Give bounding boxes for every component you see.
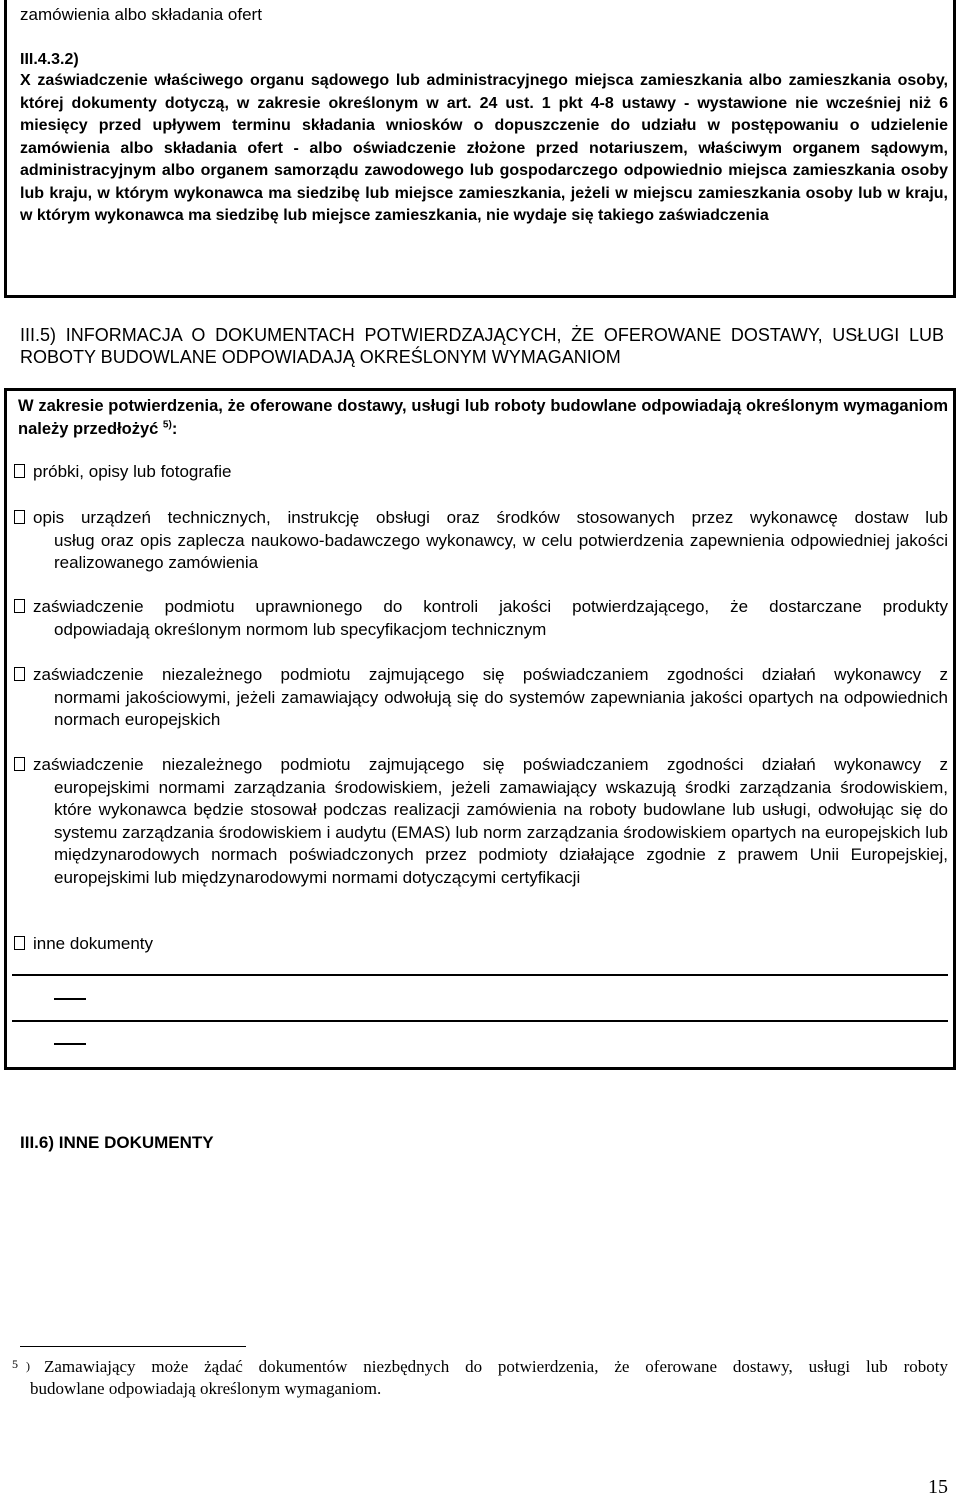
top-line-text: zamówienia albo składania ofert: [20, 5, 262, 24]
list-item-text: opis urządzeń technicznych, instrukcję obsługi oraz środków stosowanych przez wykonawcę dostaw lub: [33, 508, 948, 527]
blank-input-line[interactable]: [12, 1020, 948, 1022]
list-item-continuation: normami jakościowymi, jeżeli zamawiający odwołują się do systemów zapewniania jakości opartych na odpowiednich normach europejskich: [54, 687, 948, 729]
list-item-continuation: europejskimi normami zarządzania środowiskiem, jeżeli zamawiający wskazują środki zarządzania środowiskiem, które wykonawca będzie stosował podczas realizacji zamówienia na roboty budowlane lub usługi, odwołując się do systemu zarządzania środowiskiem i audytu (EMAS) lub norm zarządzania środowiskiem opartych na europejskich lub międzynarodowych normach poświadczonych przez podmioty działające zgodnie z prawem Unii Europejskiej, europejskimi lub międzynarodowymi normami dotyczącymi certyfikacji: [54, 777, 948, 887]
section-intro-iii-5: [18, 395, 948, 440]
intro-text: W zakresie potwierdzenia, że oferowane dostawy, usługi lub roboty budowlane odpowiadają określonym wymaganiom należy przedłożyć: [18, 397, 948, 438]
footnote: [12, 1356, 948, 1400]
list-item-text: próbki, opisy lub fotografie: [33, 462, 232, 481]
list-item-text: zaświadczenie podmiotu uprawnionego do kontroli jakości potwierdzającego, że dostarczane produkty: [33, 597, 948, 616]
intro-colon: :: [171, 419, 178, 438]
checkbox-icon[interactable]: [14, 599, 25, 613]
footnote-line-2: budowlane odpowiadają określonym wymaganiom.: [30, 1379, 382, 1398]
list-item-text: zaświadczenie niezależnego podmiotu zajmującego się poświadczaniem zgodności działań wykonawcy z: [33, 665, 948, 684]
blank-input-line[interactable]: [12, 974, 948, 976]
list-item-text: inne dokumenty: [33, 934, 154, 953]
list-item-continuation: usług oraz opis zaplecza naukowo-badawczego wykonawcy, w celu potwierdzenia zapewnienia odpowiedniej jakości realizowanego zamówienia: [54, 530, 948, 572]
list-item-quality-control-certificate: [14, 596, 948, 641]
footnote-number: 5: [12, 1357, 18, 1371]
checkbox-icon[interactable]: [14, 464, 25, 478]
footnote-line-1: Zamawiający może żądać dokumentów niezbędnych do potwierdzenia, że oferowane dostawy, usługi lub roboty: [44, 1357, 948, 1376]
list-item-technical-description: [14, 507, 948, 575]
section-heading-iii-5: III.5) INFORMACJA O DOKUMENTACH POTWIERDZAJĄCYCH, ŻE OFEROWANE DOSTAWY, USŁUGI LUB ROBOTY BUDOWLANE ODPOWIADAJĄ OKREŚLONYM WYMAGANIOM: [20, 325, 944, 367]
list-item-samples: [14, 461, 948, 484]
short-blank-line: [54, 998, 86, 1000]
page-number: 15: [928, 1476, 948, 1498]
list-item-quality-norms-certificate: [14, 664, 948, 732]
list-item-text: zaświadczenie niezależnego podmiotu zajmującego się poświadczaniem zgodności działań wykonawcy z: [33, 755, 948, 774]
list-item-continuation: odpowiadają określonym normom lub specyfikacjom technicznym: [54, 619, 547, 639]
checkbox-icon[interactable]: [14, 757, 25, 771]
footnote-separator: [20, 1346, 246, 1347]
footnote-ref: 5): [162, 419, 172, 430]
short-blank-line: [54, 1043, 86, 1045]
footnote-paren: ): [26, 1359, 30, 1373]
checkbox-icon[interactable]: [14, 510, 25, 524]
checkbox-icon[interactable]: [14, 667, 25, 681]
section-heading-iii-6: III.6) INNE DOKUMENTY: [20, 1133, 214, 1152]
list-item-other-documents: [14, 933, 948, 956]
section-text-iii-4-3-2: X zaświadczenie właściwego organu sądowego lub administracyjnego miejsca zamieszkania albo zamieszkania osoby, której dokumenty dotyczą, w zakresie określonym w art. 24 ust. 1 pkt 4-8 ustawy - wystawione nie wcześniej niż 6 miesięcy przed upływem terminu składania wniosków o dopuszczenie do udziału w postępowaniu o udzielenie zamówienia albo składania ofert - albo oświadczenie złożone przed notariuszem, właściwym organem sądowym, administracyjnym albo organem samorządu zawodowego lub gospodarczego odpowiednio miejsca zamieszkania osoby lub kraju, w którym wykonawca ma siedzibę lub miejsce zamieszkania, jeżeli w miejscu zamieszkania osoby lub w kraju, w którym wykonawca ma siedzibę lub miejsce zamieszkania, nie wydaje się takiego zaświadczenia: [20, 72, 948, 224]
checkbox-icon[interactable]: [14, 936, 25, 950]
section-id-iii-4-3-2: III.4.3.2): [20, 51, 79, 68]
list-item-environmental-certificate: [14, 754, 948, 889]
